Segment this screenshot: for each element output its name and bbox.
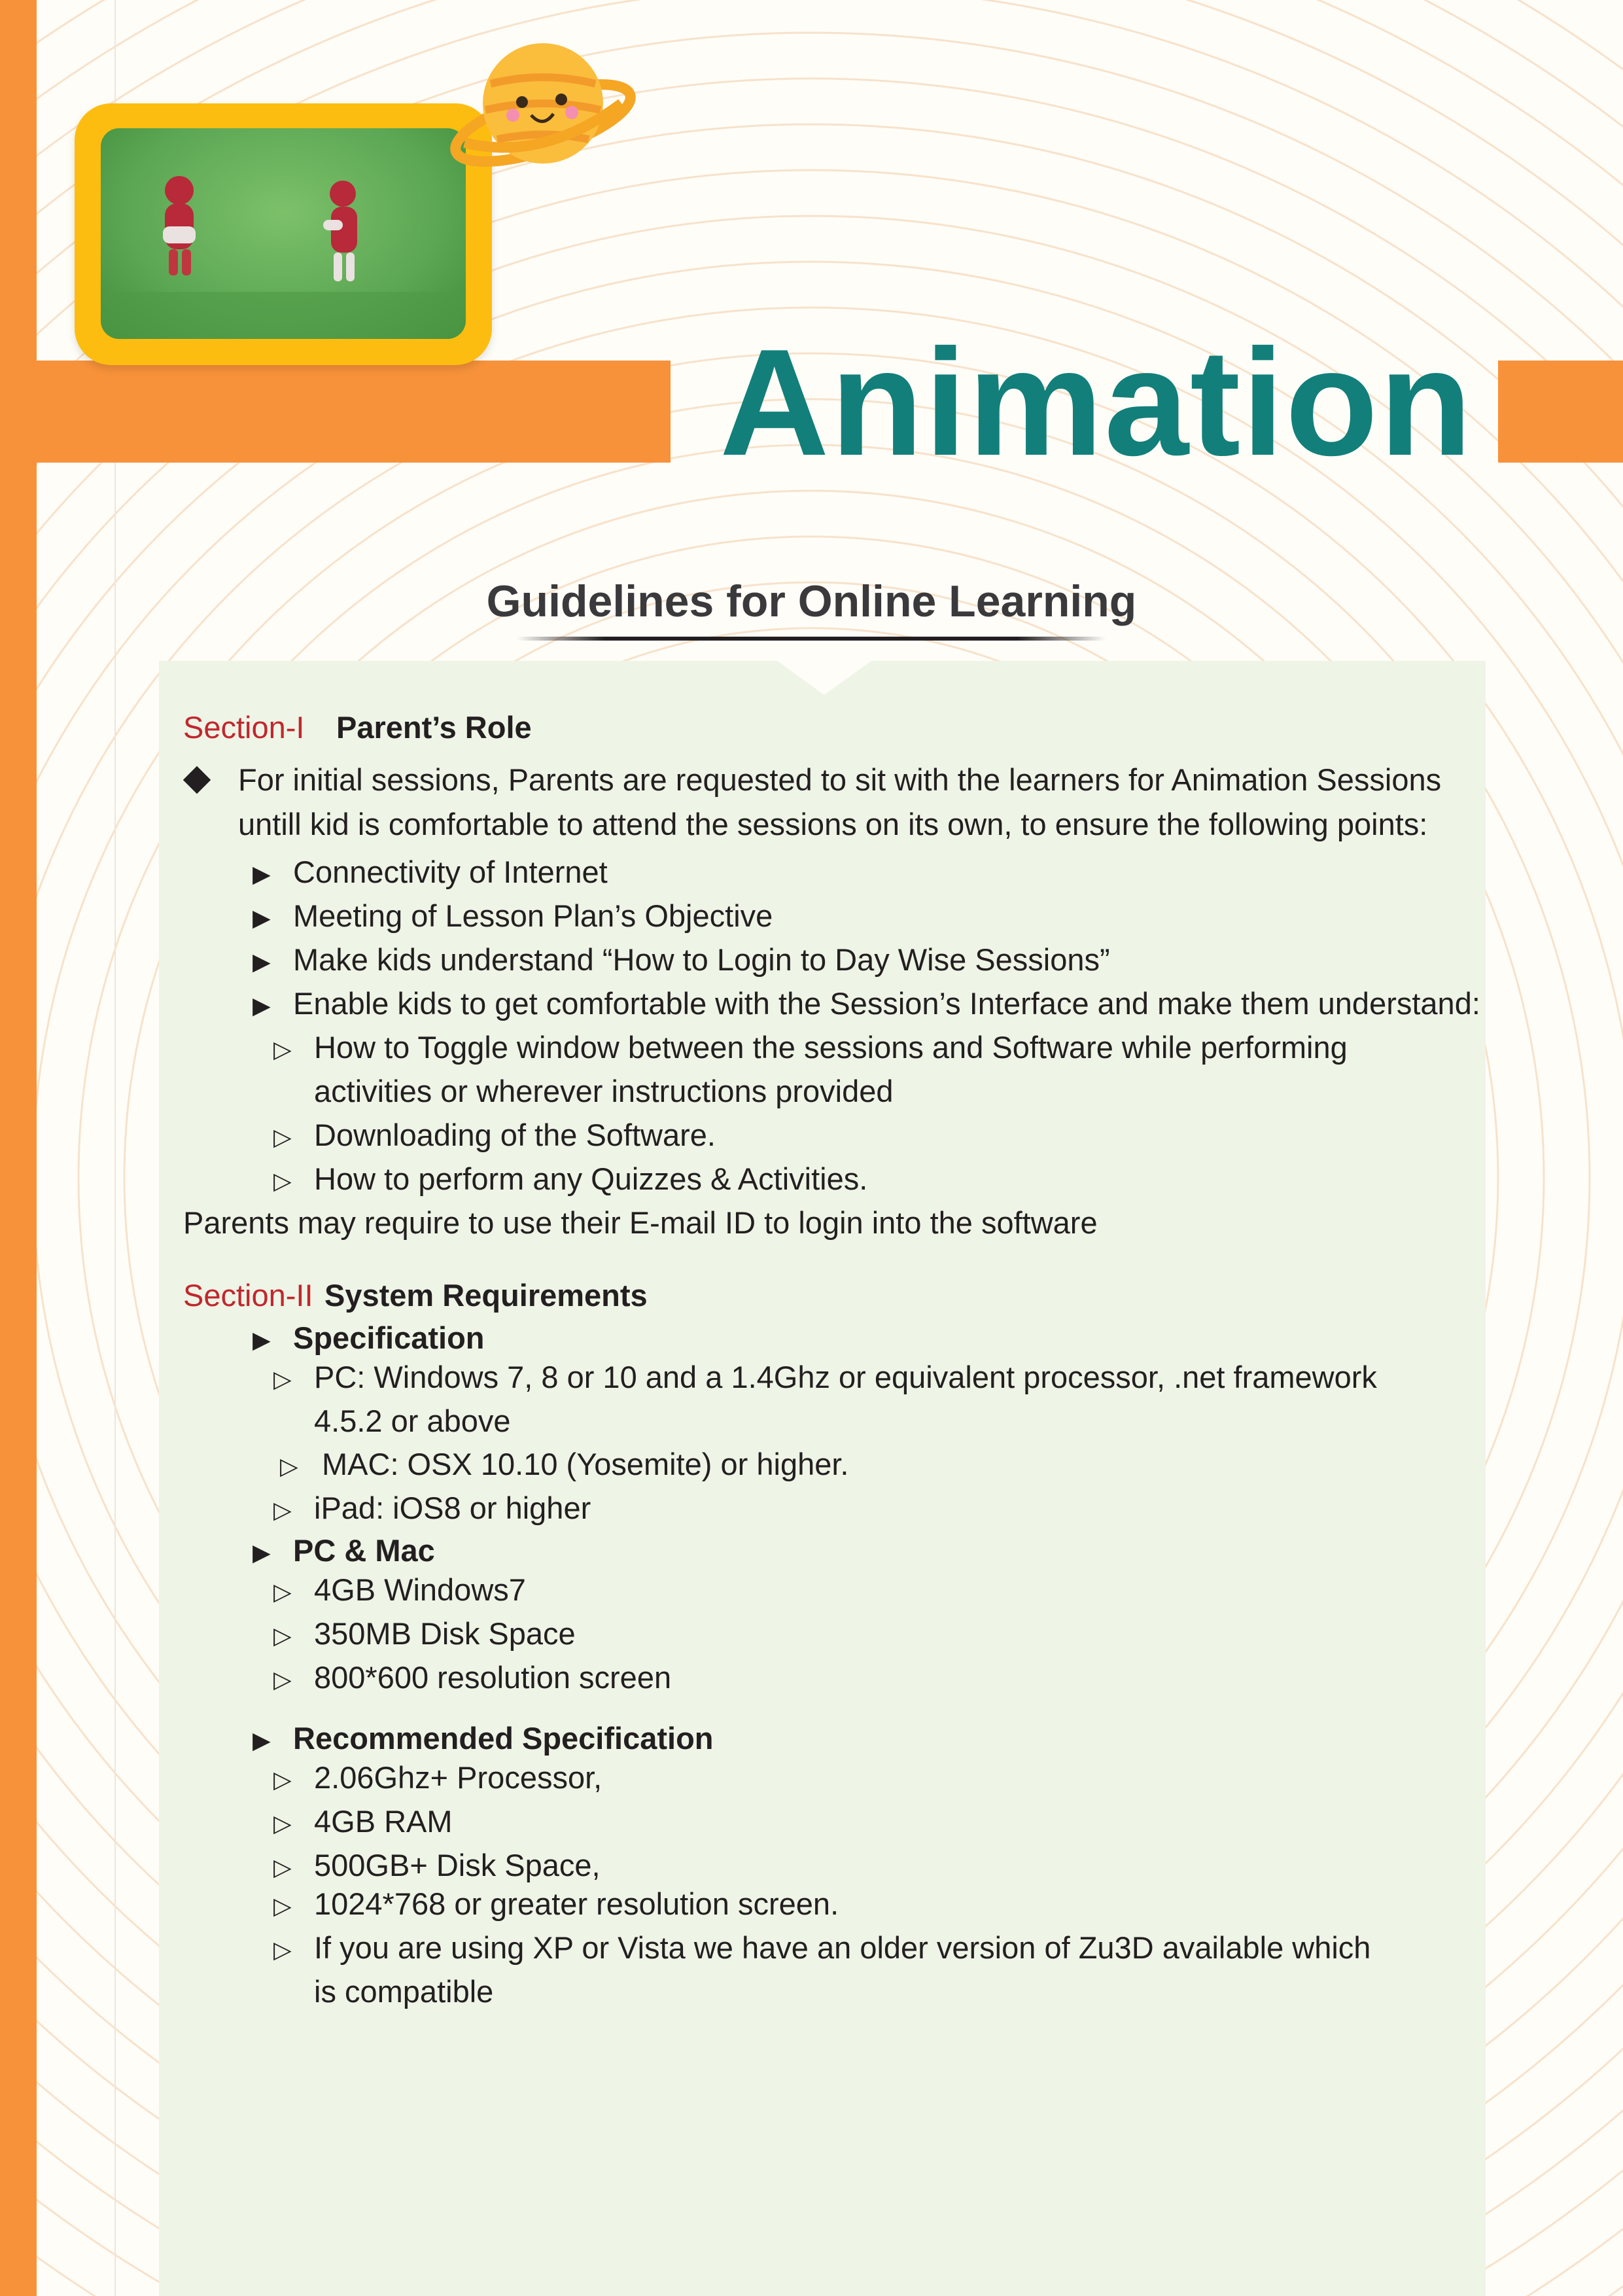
section1-label: Section-I bbox=[183, 710, 305, 745]
rec-item: 2.06Ghz+ Processor, bbox=[314, 1760, 602, 1795]
section1-subpoint-continued: activities or wherever instructions provided bbox=[314, 1074, 894, 1108]
panel-notch bbox=[777, 661, 871, 695]
triangle-bullet-icon: ▶ bbox=[253, 992, 271, 1019]
section1-point: Make kids understand “How to Login to Day Wise Sessions” bbox=[293, 942, 1110, 977]
section1-subpoint: How to perform any Quizzes & Activities. bbox=[314, 1161, 868, 1196]
page-title: Animation bbox=[720, 318, 1474, 487]
open-triangle-bullet-icon: ▷ bbox=[273, 1366, 292, 1392]
section1-note: Parents may require to use their E-mail ID to login into the software bbox=[183, 1205, 1098, 1240]
open-triangle-bullet-icon: ▷ bbox=[273, 1622, 292, 1649]
clay-figure-left-icon bbox=[163, 176, 196, 275]
rec-item: 1024*768 or greater resolution screen. bbox=[314, 1886, 839, 1921]
section1-point: Enable kids to get comfortable with the Session’s Interface and make them understand: bbox=[293, 986, 1480, 1021]
smiling-planet-icon bbox=[445, 31, 641, 188]
pcmac-item: 350MB Disk Space bbox=[314, 1616, 576, 1651]
subtitle-underline bbox=[517, 637, 1106, 641]
rec-item: If you are using XP or Vista we have an older version of Zu3D available which bbox=[314, 1930, 1371, 1965]
spec-item-continued: 4.5.2 or above bbox=[314, 1404, 511, 1438]
open-triangle-bullet-icon: ▷ bbox=[280, 1453, 298, 1479]
triangle-bullet-icon: ▶ bbox=[253, 1326, 271, 1353]
pcmac-item: 800*600 resolution screen bbox=[314, 1660, 672, 1695]
rec-heading: Recommended Specification bbox=[293, 1721, 714, 1756]
section1-intro-line1: For initial sessions, Parents are requested to sit with the learners for Animation Sessions bbox=[238, 762, 1442, 797]
section1-intro-line2: untill kid is comfortable to attend the sessions on its own, to ensure the following points: bbox=[238, 807, 1428, 841]
open-triangle-bullet-icon: ▷ bbox=[273, 1666, 292, 1693]
rec-item-continued: is compatible bbox=[314, 1974, 494, 2009]
section1-point: Connectivity of Internet bbox=[293, 855, 608, 889]
section1-heading: Parent’s Role bbox=[336, 710, 532, 745]
triangle-bullet-icon: ▶ bbox=[253, 860, 271, 887]
page-subtitle: Guidelines for Online Learning bbox=[486, 576, 1137, 626]
triangle-bullet-icon: ▶ bbox=[253, 948, 271, 975]
header-orange-bar-right bbox=[1498, 361, 1623, 463]
open-triangle-bullet-icon: ▷ bbox=[273, 1578, 292, 1605]
section1-subpoint: How to Toggle window between the sessions and Software while performing bbox=[314, 1030, 1348, 1065]
left-orange-bar bbox=[0, 0, 37, 2296]
clay-figures-photo bbox=[101, 128, 466, 339]
section1-subpoint: Downloading of the Software. bbox=[314, 1118, 716, 1152]
open-triangle-bullet-icon: ▷ bbox=[273, 1766, 292, 1793]
spec-item: MAC: OSX 10.10 (Yosemite) or higher. bbox=[322, 1447, 849, 1481]
triangle-bullet-icon: ▶ bbox=[253, 1727, 271, 1754]
open-triangle-bullet-icon: ▷ bbox=[273, 1036, 292, 1063]
open-triangle-bullet-icon: ▷ bbox=[273, 1810, 292, 1837]
spec-heading: Specification bbox=[293, 1320, 485, 1355]
triangle-bullet-icon: ▶ bbox=[253, 904, 271, 931]
header-orange-bar-left bbox=[0, 361, 671, 463]
open-triangle-bullet-icon: ▷ bbox=[273, 1892, 292, 1919]
open-triangle-bullet-icon: ▷ bbox=[273, 1936, 292, 1963]
clay-figure-right-icon bbox=[323, 181, 357, 281]
section2-label: Section-II bbox=[183, 1278, 313, 1313]
rec-item: 4GB RAM bbox=[314, 1804, 453, 1839]
section2-heading: System Requirements bbox=[324, 1278, 648, 1313]
pcmac-heading: PC & Mac bbox=[293, 1533, 435, 1568]
open-triangle-bullet-icon: ▷ bbox=[273, 1496, 292, 1523]
spec-item: iPad: iOS8 or higher bbox=[314, 1491, 591, 1525]
triangle-bullet-icon: ▶ bbox=[253, 1539, 271, 1566]
animation-photo-frame bbox=[75, 103, 492, 365]
pcmac-item: 4GB Windows7 bbox=[314, 1572, 526, 1607]
open-triangle-bullet-icon: ▷ bbox=[273, 1123, 292, 1150]
section1-point: Meeting of Lesson Plan’s Objective bbox=[293, 898, 773, 933]
open-triangle-bullet-icon: ▷ bbox=[273, 1167, 292, 1194]
open-triangle-bullet-icon: ▷ bbox=[273, 1854, 292, 1881]
spec-item: PC: Windows 7, 8 or 10 and a 1.4Ghz or equivalent processor, .net framework bbox=[314, 1360, 1377, 1394]
rec-item: 500GB+ Disk Space, bbox=[314, 1848, 601, 1882]
